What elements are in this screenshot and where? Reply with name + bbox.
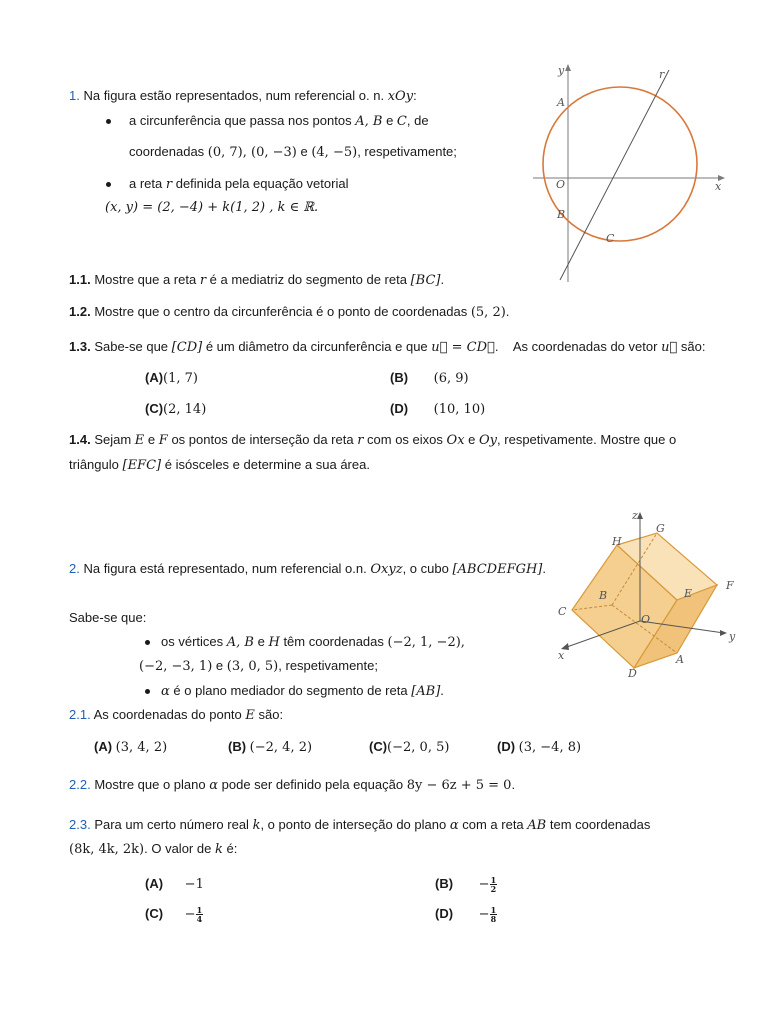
label-A: A — [557, 96, 565, 109]
circle-figure — [528, 60, 728, 285]
option-c[interactable]: (C)(2, 14) — [145, 401, 207, 417]
question-number: 1.2. — [69, 304, 91, 319]
question-2-3: 2.3. Para um certo número real k, o ponto de interseção do plano α com a reta AB tem coordenadas — [69, 817, 651, 833]
math-frame: xOy — [387, 89, 414, 104]
label-x: x — [558, 649, 565, 662]
option-a[interactable]: (A)(1, 7) — [145, 370, 198, 386]
question-1-header: 1. Na figura estão representados, num referencial o. n. xOy: — [69, 88, 417, 104]
option-d[interactable]: (D) (10, 10) — [390, 401, 486, 417]
label-B: B — [557, 208, 566, 221]
question-number: 2.2. — [69, 777, 91, 792]
label-r: r — [659, 68, 665, 81]
label-y: y — [558, 64, 565, 77]
sabe-se-que: Sabe-se que: — [69, 610, 147, 625]
question-number: 1.1. — [69, 272, 91, 287]
vector-equation: (x, y) = (2, −4) + k(1, 2) , k ∈ ℝ. — [105, 200, 319, 215]
option-b[interactable]: (B) − $\frac{1}{2}$ — [435, 875, 497, 895]
fraction: $\frac{1}{4}$ — [196, 905, 203, 925]
label-A: A — [676, 653, 684, 666]
question-2-1: 2.1. As coordenadas do ponto E são: — [69, 707, 284, 723]
label-z: z — [632, 509, 638, 522]
question-2-header: 2. Na figura está representado, num referencial o.n. Oxyz, o cubo [ABCDEFGH]. — [69, 561, 547, 577]
question-number: 2.3. — [69, 817, 91, 832]
y-axis-arrow — [565, 64, 571, 71]
option-b[interactable]: (B) (−2, 4, 2) — [228, 739, 313, 755]
option-d[interactable]: (D) − $\frac{1}{8}$ — [435, 905, 497, 925]
question-1-4: 1.4. Sejam E e F os pontos de interseção da reta r com os eixos Ox e Oy, respetivamente. Mostre que o — [69, 432, 677, 448]
z-axis-arrow — [637, 512, 643, 519]
question-1-2: 1.2. Mostre que o centro da circunferência é o ponto de coordenadas (5, 2). — [69, 304, 510, 320]
option-c[interactable]: (C)(−2, 0, 5) — [369, 739, 450, 755]
bullet — [106, 182, 111, 187]
bullet — [145, 689, 150, 694]
option-d[interactable]: (D) (3, −4, 8) — [497, 739, 582, 755]
label-O: O — [556, 178, 566, 191]
question-number: 1. — [69, 88, 80, 103]
q2-bullet-2: α é o plano mediador do segmento de reta [AB]. — [161, 683, 444, 699]
label-y: y — [729, 630, 736, 643]
q2-bullet-1-line-1: os vértices A, B e H têm coordenadas (−2, 1, −2), — [161, 634, 465, 650]
option-c[interactable]: (C) − $\frac{1}{4}$ — [145, 905, 203, 925]
label-H: H — [612, 535, 622, 548]
bullet — [145, 640, 150, 645]
question-number: 1.3. — [69, 339, 91, 354]
y-axis-arrow — [720, 630, 727, 636]
label-C: C — [606, 232, 615, 245]
question-number: 2. — [69, 561, 80, 576]
label-x: x — [715, 180, 722, 193]
question-number: 1.4. — [69, 432, 91, 447]
label-C: C — [558, 605, 567, 618]
label-G: G — [656, 522, 665, 535]
q1-bullet-2: a reta r definida pela equação vetorial — [129, 176, 349, 192]
label-E: E — [684, 587, 693, 600]
label-O: O — [641, 613, 651, 626]
option-b[interactable]: (B) (6, 9) — [390, 370, 469, 386]
q1-bullet-1-line-2: coordenadas (0, 7), (0, −3) e (4, −5), respetivamente; — [129, 144, 457, 160]
q2-bullet-1-line-2: (−2, −3, 1) e (3, 0, 5), respetivamente; — [139, 658, 378, 674]
q1-bullet-1-line-1: a circunferência que passa nos pontos A, B e C, de — [129, 113, 429, 129]
question-1-4-line-2: triângulo [EFC] é isósceles e determine a sua área. — [69, 457, 370, 473]
question-2-3-line-2: (8k, 4k, 2k). O valor de k é: — [69, 841, 238, 857]
question-1-1: 1.1. Mostre que a reta r é a mediatriz do segmento de reta [BC]. — [69, 272, 445, 288]
option-a[interactable]: (A) −1 — [145, 876, 204, 892]
option-a[interactable]: (A) (3, 4, 2) — [94, 739, 168, 755]
fraction: $\frac{1}{8}$ — [490, 905, 497, 925]
question-number: 2.1. — [69, 707, 91, 722]
question-1-3: 1.3. Sabe-se que [CD] é um diâmetro da circunferência e que u⃗ = CD⃗. As coordenadas do vetor u⃗ são: — [69, 339, 706, 355]
label-B: B — [599, 589, 608, 602]
label-D: D — [628, 667, 637, 680]
fraction: $\frac{1}{2}$ — [490, 875, 497, 895]
question-2-2: 2.2. Mostre que o plano α pode ser definido pela equação 8y − 6z + 5 = 0. — [69, 777, 516, 793]
label-F: F — [726, 579, 734, 592]
bullet — [106, 119, 111, 124]
cube-figure — [552, 505, 742, 685]
